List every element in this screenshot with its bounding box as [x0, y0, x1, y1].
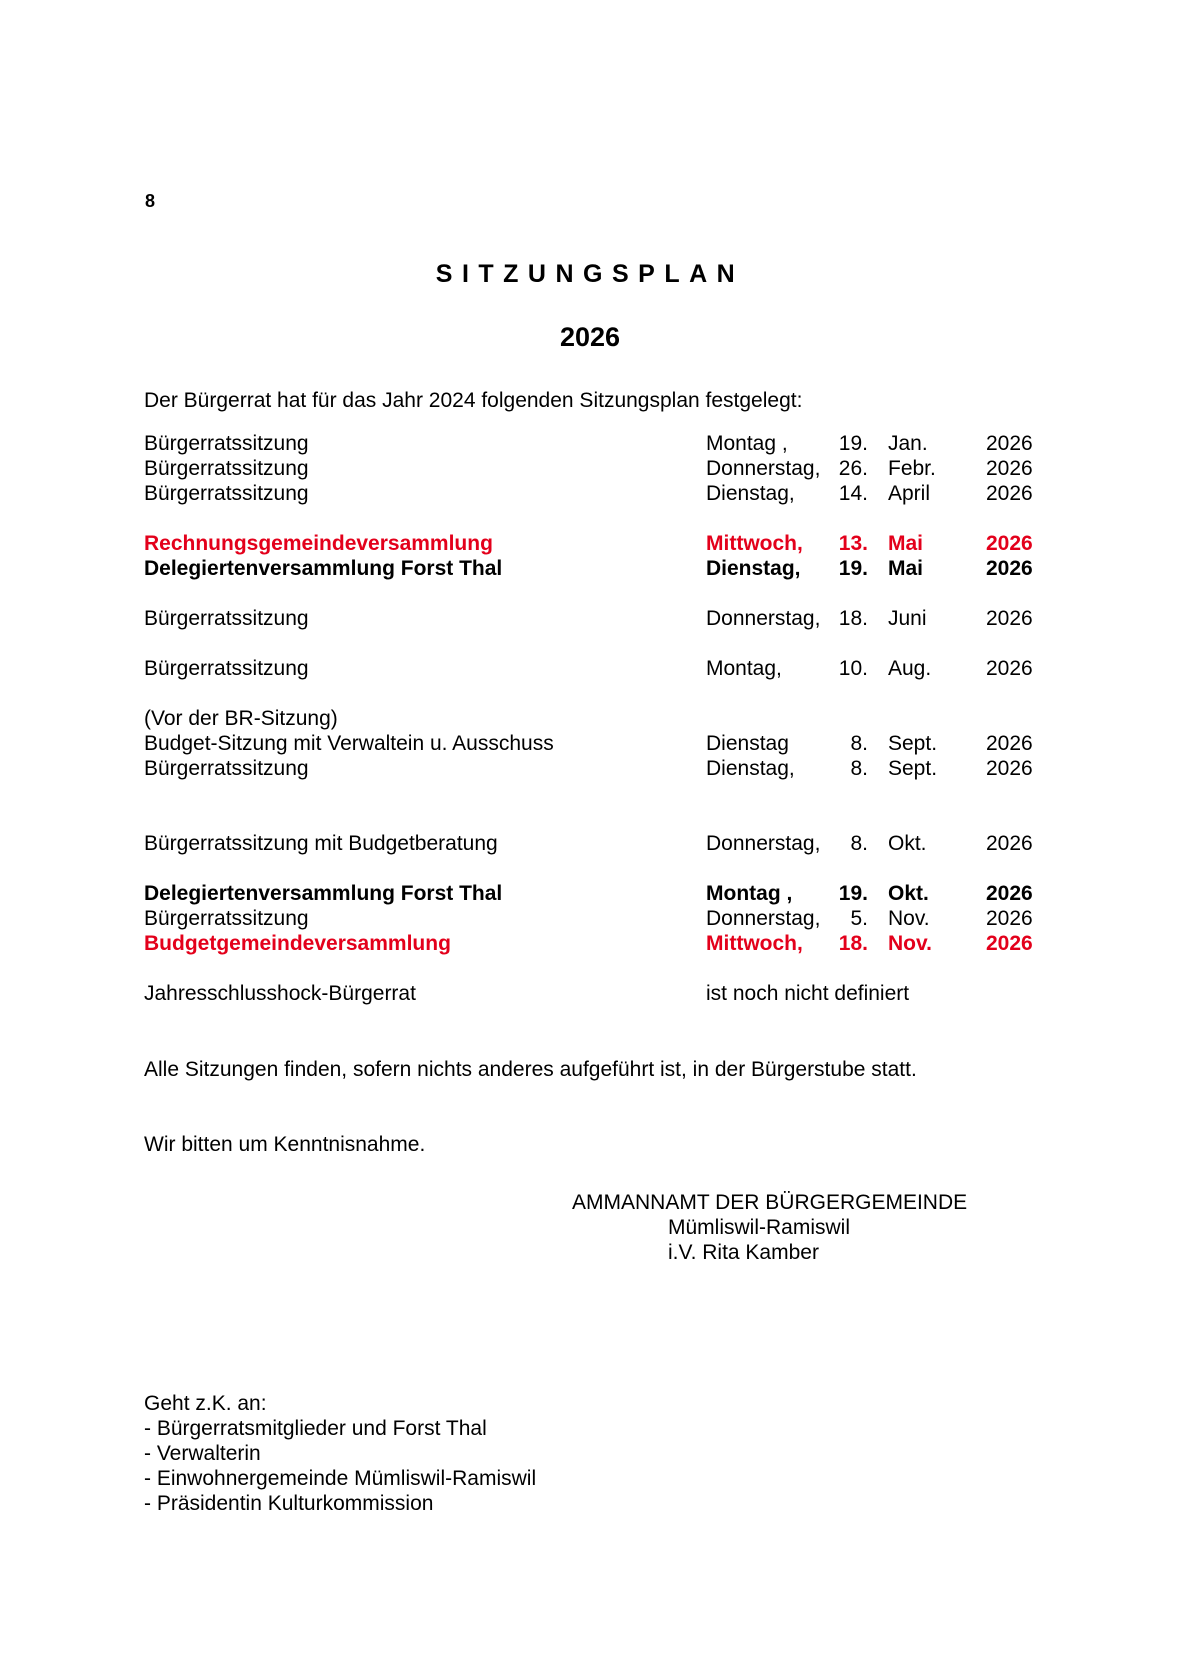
schedule-row [0, 457, 1180, 483]
meeting-weekday: Dienstag, [706, 482, 795, 505]
meeting-day-number: 10. [838, 657, 868, 680]
distribution-item: - Verwalterin [144, 1442, 261, 1465]
schedule-row [0, 757, 1180, 783]
meeting-year: 2026 [986, 532, 1033, 555]
meeting-day-number: 8. [850, 757, 868, 780]
meeting-year: 2026 [986, 557, 1033, 580]
meeting-label: Bürgerratssitzung [144, 757, 309, 780]
schedule-row-bold [0, 882, 1180, 908]
meeting-year: 2026 [986, 457, 1033, 480]
schedule-row [0, 482, 1180, 508]
meeting-year: 2026 [986, 932, 1033, 955]
distribution-heading: Geht z.K. an: [144, 1392, 267, 1415]
meeting-month: Febr. [888, 457, 936, 480]
signature-organization: AMMANNAMT DER BÜRGERGEMEINDE [572, 1191, 968, 1214]
meeting-month: Okt. [888, 832, 927, 855]
meeting-month: Nov. [888, 907, 930, 930]
meeting-day-number: 14. [838, 482, 868, 505]
meeting-month: Mai [888, 532, 924, 555]
meeting-label: Bürgerratssitzung [144, 457, 309, 480]
schedule-row [0, 607, 1180, 633]
meeting-month: Sept. [888, 757, 938, 780]
schedule-row [0, 732, 1180, 758]
distribution-item: - Einwohnergemeinde Mümliswil-Ramiswil [144, 1467, 537, 1490]
meeting-label: Bürgerratssitzung [144, 432, 309, 455]
meeting-weekday: Montag, [706, 657, 782, 680]
schedule-row-bold [0, 557, 1180, 583]
meeting-weekday: Mittwoch, [706, 532, 803, 555]
request-note: Wir bitten um Kenntnisnahme. [144, 1133, 426, 1156]
meeting-date-note: ist noch nicht definiert [706, 982, 910, 1005]
intro-text: Der Bürgerrat hat für das Jahr 2024 folgenden Sitzungsplan festgelegt: [144, 389, 803, 412]
meeting-year: 2026 [986, 432, 1033, 455]
schedule-row [0, 907, 1180, 933]
signature-block [572, 1190, 967, 1265]
document-year: 2026 [559, 322, 621, 352]
meeting-month: Sept. [888, 732, 938, 755]
meeting-month: Okt. [888, 882, 929, 905]
document-title: SITZUNGSPLAN [435, 260, 745, 288]
page-number: 8 [145, 191, 156, 211]
meeting-day-number: 5. [850, 907, 868, 930]
meeting-weekday: Dienstag [706, 732, 789, 755]
meeting-label: Budgetgemeindeversammlung [144, 932, 451, 955]
meeting-year: 2026 [986, 657, 1033, 680]
meeting-day-number: 18. [838, 607, 868, 630]
meeting-weekday: Donnerstag, [706, 457, 821, 480]
schedule-row [0, 432, 1180, 458]
meeting-day-number: 13. [838, 532, 868, 555]
meeting-day-number: 26. [838, 457, 868, 480]
distribution-item: - Präsidentin Kulturkommission [144, 1492, 434, 1515]
meeting-weekday: Mittwoch, [706, 932, 803, 955]
meeting-month: Aug. [888, 657, 932, 680]
meeting-label: Bürgerratssitzung [144, 482, 309, 505]
meeting-month: Nov. [888, 932, 932, 955]
meeting-label: Bürgerratssitzung mit Budgetberatung [144, 832, 498, 855]
meeting-weekday: Montag , [706, 882, 793, 905]
meeting-label: Bürgerratssitzung [144, 657, 309, 680]
meeting-weekday: Donnerstag, [706, 907, 821, 930]
meeting-month: Jan. [888, 432, 928, 455]
distribution-item: - Bürgerratsmitglieder und Forst Thal [144, 1417, 487, 1440]
meeting-weekday: Dienstag, [706, 557, 801, 580]
meeting-year: 2026 [986, 907, 1033, 930]
meeting-year: 2026 [986, 732, 1033, 755]
schedule-row [0, 982, 1180, 1008]
schedule-row-highlighted [0, 932, 1180, 958]
schedule-row-highlighted [0, 532, 1180, 558]
distribution-list [144, 1391, 536, 1516]
schedule-row [0, 832, 1180, 858]
meeting-label: Delegiertenversammlung Forst Thal [144, 882, 503, 905]
meeting-day-number: 19. [838, 557, 868, 580]
meeting-weekday: Montag , [706, 432, 788, 455]
meeting-label: Bürgerratssitzung [144, 907, 309, 930]
meeting-year: 2026 [986, 882, 1033, 905]
meeting-month: April [888, 482, 931, 505]
meeting-weekday: Donnerstag, [706, 607, 821, 630]
meeting-month: Mai [888, 557, 924, 580]
signature-place: Mümliswil-Ramiswil [668, 1216, 850, 1239]
meeting-label: Budget-Sitzung mit Verwaltein u. Ausschuss [144, 732, 554, 755]
meeting-note-label: (Vor der BR-Sitzung) [144, 707, 338, 730]
schedule-note-row [0, 707, 1180, 733]
meeting-year: 2026 [986, 607, 1033, 630]
schedule-row [0, 657, 1180, 683]
location-note: Alle Sitzungen finden, sofern nichts anderes aufgeführt ist, in der Bürgerstube statt. [144, 1058, 917, 1081]
meeting-day-number: 8. [850, 732, 868, 755]
meeting-label: Rechnungsgemeindeversammlung [144, 532, 493, 555]
signature-signer: i.V. Rita Kamber [668, 1241, 819, 1264]
meeting-weekday: Dienstag, [706, 757, 795, 780]
meeting-year: 2026 [986, 832, 1033, 855]
meeting-weekday: Donnerstag, [706, 832, 821, 855]
meeting-day-number: 19. [838, 432, 868, 455]
meeting-month: Juni [888, 607, 927, 630]
meeting-label: Jahresschlusshock-Bürgerrat [144, 982, 416, 1005]
meeting-year: 2026 [986, 482, 1033, 505]
meeting-day-number: 8. [850, 832, 868, 855]
meeting-label: Delegiertenversammlung Forst Thal [144, 557, 503, 580]
meeting-year: 2026 [986, 757, 1033, 780]
meeting-label: Bürgerratssitzung [144, 607, 309, 630]
meeting-day-number: 19. [838, 882, 868, 905]
meeting-day-number: 18. [838, 932, 868, 955]
